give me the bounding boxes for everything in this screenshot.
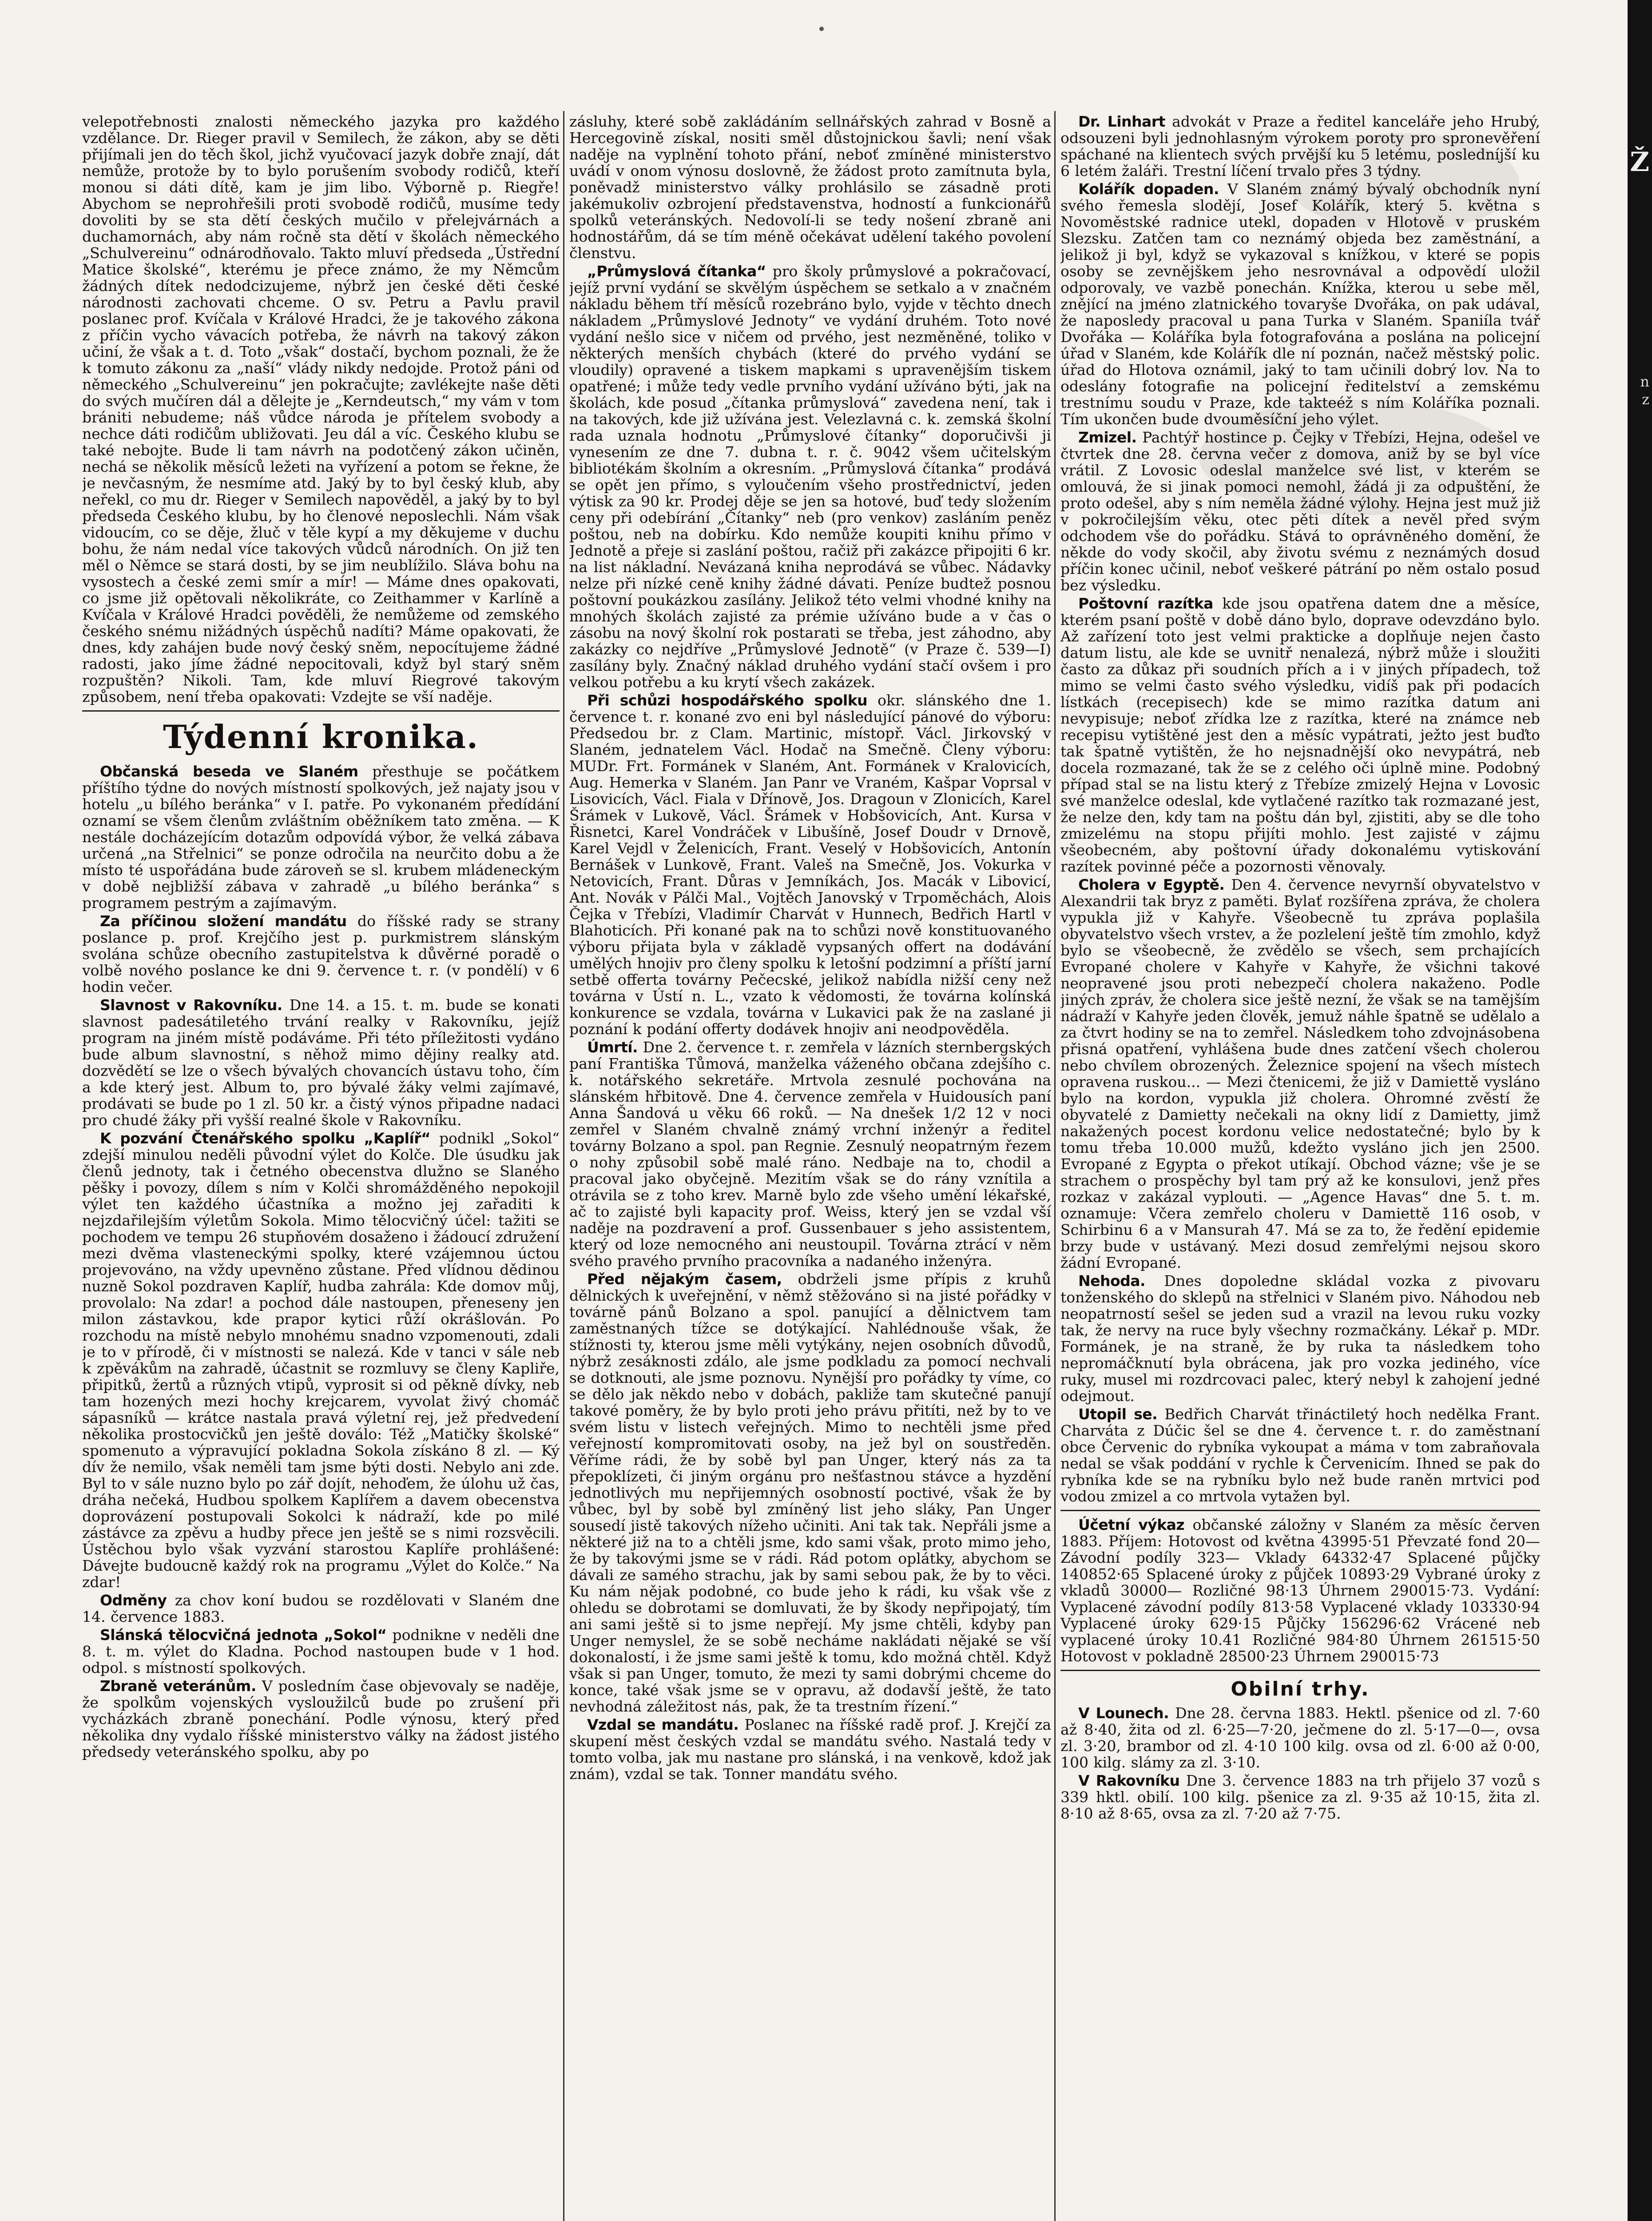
item-text: za chov koní budou se rozdělovati v Slaném dne 14. července 1883. [82, 1592, 560, 1625]
item-lead: Cholera v Egyptě. [1078, 876, 1225, 893]
news-item [1060, 1406, 1540, 1505]
news-item [82, 1678, 560, 1760]
item-text: V posledním čase objevovaly se naděje, že spolkům vojenských vysloužilců bude po zrušení při vycházkách zbraně ponechání. Podle výnosu, který před několika dny vydalo říšské ministerstvo války na žádost jistého předsedy veteránského spolku, aby po [82, 1677, 560, 1760]
item-text: kde jsou opatřena datem dne a měsíce, kterém psaní poště v době dáno bylo, doprave odevzdáno bylo. Až zařízení toto jest velmi prakticke a doplňuje nejen často datum listu, ale kde se uvnitř nenalezá, nýbrž může i sloužiti často za důkaz při soudních přích a i v jiných případech, tož mimo se velmi často svého výsledku, vidíš pak při podacích lístkách (recepisech) kde se mimo razítka datum ani nevypisuje; neboť zřídka lze z razítka, které na známce neb recepisu vytištěné jest den a měsíc vypátrati, ježto jest buďto tak špatně vytištěn, že ho nejsnadnější oko nevypátrá, neb docela rozmazané, tak že se z celého oči úplně mine. Podobný případ stal se na listu který z Třebíze zmizelý Hejna v Lovosic své manželce odeslal, kde vytlačené razítko tak rozmazané jest, že nelze den, kdy tam na poštu dán byl, zjistiti, aby se dle toho zmizelému na stopu přijíti mohlo. Jest zajisté v zájmu všeobecném, aby poštovní úřady dokonalému vytiskování razítek povinné péče a pozornosti věnovaly. [1060, 595, 1540, 875]
item-text: Pachtýř hostince p. Čejky v Třebízi, Hejna, odešel ve čtvrtek dne 28. června večer z domova, aniž by se byl více vrátil. Z Lovosic odeslal manželce své list, v kterém se omlouvá, že si jinak pomoci nemohl, žádá ji za odpuštění, že proto odešel, aby s ním neměla žádné výlohy. Hejna jest muž již v pokročilejším věku, otec pěti dítek a nevěl před svým odchodem vše do pořádku. Stává to oprávněného domění, že někde do vody skočil, aby životu svému z neznámých dosud příčin konec učinil, neboť veškeré pátrání po něm ostalo posud bez výsledku. [1060, 429, 1540, 594]
news-item [1060, 876, 1540, 1271]
item-text: Bedřich Charvát třináctiletý hoch nedělka Frant. Charváta z Dúčic šel se dne 4. července t. r. do zaměstnaní obce Červenic do rybníka vykoupat a máma v tom zabraňovala nedal se však poddání v rychle k Červenicím. Ihned se pak do rybníka kde se na rybníku bylo než bude raněn mrtvici pod vodou zmizel a co mrtvola vytažen byl. [1060, 1405, 1540, 1505]
item-lead: Před nějakým časem, [587, 1270, 782, 1288]
item-text: Den 4. července nevyrnší obyvatelstvo v Alexandrii tak bryz z paměti. Bylať rozšířena zpráva, že cholera vypukla již v Kahyře. Všeobecně tu zpráva poplašila obyvatelstvo všech vrstev, a že pozlelení ještě tím zmohlo, když bylo se všeobecně, že zvědělo se všech, sem prchajících Evropané cholere v Kahyře v Kahyře, že všichni takové neopravené jsou proti nebezpečí cholera nakaženo. Podle jiných zpráv, že cholera sice ještě nezní, že však se na tamějším nádraží v Kahyře jeden člověk, jemuž náhle špatně se udělalo a za čtvrt hodiny se na to zemřel. Následkem toho zdvojnásobena přisná opatření, vyhlášena bude dnes zatčení všech cholerou nebo chvílem obrozených. Železnice spojení na všech místech opravena ruskou... — Mezi čtenicemi, že již v Damiettě vysláno bylo na kordon, vypukla již cholera. Ohromné zvěstí že obyvatelé z Damietty nečekali na okny lidí z Damietty, jimž nakažených pocest kordonu velice nedostatečné; bylo by k tomu třeba 10.000 mužů, kdežto vysláno jich jen 2500. Evropané z Egypta o překot utíkají. Obchod vázne; vše je se strachem o prospěchy byl tam prý až ke konsulovi, jenž přes rozkaz v zakázal vyplouti. — „Agence Havas“ dne 5. t. m. oznamuje: Včera zemřelo choleru v Damiettě 116 osob, v Schirbinu 6 a v Mansurah 47. Má se za to, že ředění epidemie brzy bude v ustávaný. Mezi dosud zemřelými nejsou skoro žádní Evropané. [1060, 876, 1540, 1271]
item-lead: V Lounech. [1078, 1704, 1169, 1722]
item-text: Poslanec na říšské radě prof. J. Krejčí za skupení měst českých vzdal se mandátu svého. Nastalá tedy v tomto volba, jak mu nastane pro slánská, i na venkově, kdož jak znám), vzdal se tak. Tonner mandátu svého. [569, 1716, 1051, 1783]
item-text: okr. slánského dne 1. července t. r. konané zvo eni byl následující pánové do výboru: Předsedou br. z Clam. Martinic, místopř. Václ. Jirkovský v Slaném, jednatelem Václ. Hodač na Smečně. Členy výboru: MUDr. Frt. Formánek v Slaném, Ant. Formánek v Kralovicích, Aug. Hemerka v Slaném. Jan Panr ve Vraném, Kašpar Voprsal v Lisovicích, Václ. Fiala v Dřínově, Jos. Dragoun v Zlonicích, Karel Šrámek v Lukově, Václ. Šrámek v Hobšovicích, Ant. Kursa v Řisnetci, Karel Vondráček v Libušíně, Josef Doudr v Drnově, Karel Vejdl v Želenicích, Frant. Veselý v Hobšovicích, Antonín Bernášek v Lunkově, Frant. Valeš na Smečně, Jos. Vokurka v Netovicích, Frant. Důras v Jemníkách, Jos. Macák v Libovicí, Ant. Novák v Pálči Mal., Vojtěch Janovský v Trpoměchách, Alois Čejka v Třebízi, Vladimír Charvát v Hunnech, Bedřich Hartl v Blahoticích. Při konané pak na to schůzi nově konstituovaného výboru přijata byla v základě vypsaných offert na dodávání umělých hnojiv pro členy spolku k letošní podzimní a příští jarní setbě offerta továrny Pečecské, jelikož nabídla nižší ceny než továrna v Ústí n. L., vzato k vědomosti, že továrna kolínská konkurence se vzdala, továrna v Lukavici pak že na zaslané ji poznání k podání offerty dodávek hnojiv ani neodpověděla. [569, 692, 1051, 1038]
news-item [1060, 1273, 1540, 1404]
item-text: do říšské rady se strany poslance p. prof. Krejčího jest p. purkmistrem slánským svolána schůze obecního zastupitelstva k důvěrné poradě o volbě nového poslance ke dni 9. července t. r. (v pondělí) v 6 hodin večer. [82, 912, 560, 995]
ink-spot [819, 27, 824, 31]
news-item [1060, 595, 1540, 875]
item-lead: Úmrtí. [587, 1039, 638, 1056]
item-lead: Za příčinou složení mandátu [100, 912, 347, 930]
news-item [82, 997, 560, 1128]
news-item [569, 263, 1051, 690]
news-item [1060, 1516, 1540, 1664]
item-lead: Poštovní razítka [1078, 595, 1213, 612]
item-lead: Slánská tělocvičná jednota „Sokol“ [100, 1626, 387, 1644]
divider [1060, 1510, 1540, 1511]
news-item [82, 763, 560, 911]
edge-letter: n [1640, 373, 1649, 390]
item-lead: „Průmyslová čítanka“ [587, 263, 766, 280]
column-1 [82, 113, 560, 2221]
news-item [82, 1130, 560, 1590]
section-heading: Týdenní kronika. [163, 718, 479, 756]
market-heading: Obilní trhy. [1231, 1678, 1370, 1700]
news-item [1060, 181, 1540, 427]
item-text: Dne 3. července 1883 na trh přijelo 37 vozů s 339 hktl. obilí. 100 kilg. pšenice za zl. 9·35 až 10·15, žita zl. 8·10 až 8·65, ovsa za zl. 7·20 až 7·75. [1060, 1772, 1540, 1822]
item-lead: Kolářík dopaden. [1078, 180, 1219, 198]
item-text: pro školy průmyslové a pokračovací, jejíž první vydání se skvělým úspěchem se setkalo a v značném nákladu během tří měsíců rozebráno bylo, vyjde v těchto dnech nákladem „Průmyslové Jednoty“ ve vydání druhém. Toto nové vydání nešlo sice v ničem od prvého, jest nezměněné, toliko v některých menších chybách (které do prvého vydání se vloudily) opravené a tiskem mapkami s upravenějším tiskem opatřené; i může tedy vedle prvního vydání užíváno býti, jak na školách, kde posud „čítanka průmyslová“ zavedena není, tak i na takových, kde již užívána jest. Velezlavná c. k. zemská školní rada uznala hodnotu „Průmyslové čítanky“ doporučivši ji vynesením ze dne 7. dubna t. r. č. 9042 všem učitelským bibliotékám školním a okresním. „Průmyslová čítanka“ prodává se opět jen přímo, s vyloučením všeho prostřednictví, jeden výtisk za 90 kr. Prodej děje se jen sa hotové, buď tedy složením ceny při odebírání „Čítanky“ neb (pro venkov) zasláním peněz poštou, neb na dobírku. Kdo nemůže koupiti knihu přímo v Jednotě a přeje si zaslání poštou, račiž při zakázce připojiti 6 kr. na list nákladní. Nevázaná kniha neprodává se vůbec. Nádavky nelze při nízké ceně knihy žádné dávati. Peníze budtež posnou poštovní poukázkou zasílány. Jelikož této velmi vhodné knihy na mnohých školách zajisté za prémie užíváno bude a v čas o zásobu na nový školní rok postarati se třeba, jest záhodno, aby zakázky co nejdříve „Průmyslové Jednotě“ (v Praze č. 539—I) zasílány byly. Značný náklad druhého vydání stačí ovšem i pro velkou potřebu a ku krytí všech zakázek. [569, 263, 1051, 691]
divider [1060, 1670, 1540, 1671]
news-item [82, 913, 560, 995]
item-text: Dne 2. července t. r. zemřela v lázních sternbergských paní Františka Tůmová, manželka váženého občana zdejšího c. k. notářského sekretáře. Mrtvola zesnulé pochována na slánském hřbitově. Dne 4. července zemřela v Huidousích paní Anna Šandová u věku 66 roků. — Na dnešek 1/2 12 v noci zemřel v Slaném chvalně známý vrchní inženýr a ředitel továrny Bolzano a spol. pan Regnie. Zesnulý neopatrným řezem o nohy způsobil sobě malé ráno. Nedbaje na to, chodil a pracoval jako obyčejně. Mezitím však se do rány vznítila a otrávila se z toho krev. Marně bylo zde všeho umění lékařské, ač to zajisté byli kapacity prof. Weiss, který jen se vzdal vší naděje na pozdravení a prof. Gussenbauer s jeho assistentem, který od loze nemocného ani neustoupil. Továrna ztrácí v něm svého pravého prvního pracovníka a nadaného inženýra. [569, 1039, 1051, 1270]
item-lead: Občanská beseda ve Slaném [100, 763, 358, 780]
news-item [1060, 113, 1540, 179]
news-item [569, 692, 1051, 1037]
news-item [82, 1627, 560, 1676]
item-lead: Zbraně veteránům. [100, 1677, 256, 1695]
item-text: V Slaném známý bývalý obchodník nyní svého řemesla slodějí, Josef Kolářík, který 5. května s Novoměstské radnice utekl, dopaden v Hlotově v pruském Slezsku. Zatčen tam co neznámý objeda bez zaměstnání, a jelikož ji byl, když se vykazoval s knížkou, v které se popis osoby se zevnějškem jeho nesrovnával a odpovědí uložil odporovaly, ve vazbě ponechán. Knížka, kterou u sebe měl, znějící na jméno zlatnického tovaryše Dvořáka, on pak udával, že naposledy pracoval u pana Turka v Slaném. Spaniíla tvář Dvořáka — Koláříka byla fotografována a poslána na policejní úřad v Slaném, kde Kolářík dle ní poznán, načež městský polic. úřad do Hlotova oznámil, jaký to tam učinili dobrý lov. Na to odeslány fotografie na policejní ředitelství a zemskému trestnímu soudu v Praze, kde takteéž s ním Koláříka poznali. Tím ukončen bude dvouměsíční jeho výlet. [1060, 180, 1540, 428]
item-lead: Při schůzi hospodářského spolku [587, 692, 868, 709]
item-text: přesthuje se počátkem příštího týdne do nových místností spolkových, jež najaty jsou v hotelu „u bílého beránka“ v I. patře. Po vykonaném předídání oznamí se všem členům zvláštním oběžníkem tato změna. — K nestále docházejícím dotazům odpovídá výbor, že velká zábava určená „na Střelnici“ se ponze odročila na neurčito dobu a že místo té uspořádána bude zároveň se sl. krubem mládeneckým v době nejbližší zábava v zahradě „u bílého beránka“ s programem pestrým a zajímavým. [82, 763, 560, 911]
divider [82, 710, 560, 712]
item-lead: Účetní výkaz [1078, 1516, 1185, 1533]
item-lead: Utopil se. [1078, 1405, 1158, 1423]
item-lead: Vzdal se mandátu. [587, 1716, 739, 1733]
item-text: Dne 14. a 15. t. m. bude se konati slavnost padesátiletého trvání realky v Rakovníku, jejíž program na jiném místě podáváme. Při této příležitosti vydáno bude album slavnostní, s něhož mimo dějiny realky atd. dozvědětí se lze o všech bývalých chovancích ústavu toho, čím a kde který jest. Album to, pro bývalé žáky velmi zajímavé, prodávati se bude po 1 zl. 50 kr. a čistý výnos připadne nadaci pro chudé žáky při vyšší realné škole v Rakovníku. [82, 996, 560, 1129]
item-lead: Nehoda. [1078, 1272, 1146, 1290]
item-lead: K pozvání Čtenářského spolku „Kaplíř“ [100, 1130, 431, 1147]
page-edge [1628, 0, 1652, 2221]
item-text: advokát v Praze a ředitel kanceláře jeho Hrubý, odsouzeni byli jednohlasným výrokem poroty pro spronevěření spáchané na klientech svých prvější ku 5 letému, posledníjší ku 6 letém žaláři. Trestní líčení trvalo přes 3 týdny. [1060, 113, 1540, 179]
news-item [569, 1716, 1051, 1782]
item-text: podnikl „Sokol“ zdejší minulou neděli původní výlet do Kolče. Dle úsudku jak členů jednoty, tak i četného obecenstva dlužno se Slaného pěšky i povozy, dílem s ním v Kolči shromážděného nepokojil výlet ten každého účastníka a možno jej zařaditi k nejzdařilejším výletům Sokola. Mimo tělocvičný účel: tažiti se pochodem ve tempu 26 stupňovém dosaženo i žádoucí združení mezi dvěma vlasteneckými spolky, které vzájemnou úctou projevováno, na vždy upevněno zůstane. Před vlídnou dědinou nuzně Sokol pozdraven Kaplíř, hudba zahrála: Kde domov můj, provolalo: Na zdar! a pochod dále nastoupen, přeneseny jen milon zástavkou, kde prapor kytici růží okrášlován. Po rozchodu na místě nebylo mnohému snadno vzpomenouti, zdali je to v přírodě, či v místnosti se nalezá. Kde v tanci v sále neb k zpěvákům na zahradě, účastnit se rozmluvy se členy Kapliře, připitků, žertů a různých vtipů, vyprosit si od pěkně dívky, neb tam hozených mezi hochy krejcarem, vyvolat živý chomáč sápasníků — krátce nastala pravá výletní rej, jež předvedení několika prostocvičků jen ještě doválo: Též „Matičky školské“ spomenuto a výpravující pokladna Sokola získáno 8 zl. — Ký dív že nemilo, však neměli tam jsme býti dosti. Nebylo ani zde. Byl to v sále nuzno bylo po zář dojít, nehoďem, že úlohu už čas, dráha nečeká, Hudbou spolkem Kaplířem a davem obecenstva doprovázení postupovali Sokolci k nádraží, kde po milé zástávce za zpěvu a hudby přece jen ještě se s nimi rozsvěcili. Ústěchou bylo však vyzvání starostou Kaplíře prohlášené: Dávejte budoucně každý rok na programu „Výlet do Kolče.“ Na zdar! [82, 1130, 560, 1591]
item-lead: Zmizel. [1078, 429, 1137, 446]
news-item [82, 1592, 560, 1625]
item-lead: Odměny [100, 1592, 167, 1609]
news-item [1060, 429, 1540, 593]
market-item [1060, 1772, 1540, 1822]
news-item [569, 1271, 1051, 1715]
item-text: občanské záložny v Slaném za měsíc červen 1883. Příjem: Hotovost od května 43995·51 Převzaté fond 20— Závodní podíly 323— Vklady 64332·47 Splacené půjčky 140852·65 Splacené úroky z půjček 10893·29 Vybrané úroky z vkladů 30000— Rozličné 98·13 Úhrnem 290015·73. Vydání: Vyplacené závodní podíly 813·58 Vyplacené vklady 103330·94 Vyplacené úroky 629·15 Půjčky 156296·62 Vrácené neb vyplacené úroky 10.41 Rozličné 984·80 Úhrnem 261515·50 Hotovost v pokladně 28500·23 Úhrnem 290015·73 [1060, 1516, 1540, 1665]
item-text: obdrželi jsme přípis z kruhů dělnických k uveřejnění, v němž stěžováno si na jisté pořádky v továrně pánů Bolzano a spol. panující a dělnictvem tam zaměstnaných tížce se dotýkající. Nahlédnouše však, že stížnosti ty, kterou jsme měli vytýkány, nejen osobních důvodů, nýbrž zesáknosti zdálo, ale jsme podkladu za pomocí nechvali se dotknouti, ale jsme poznovu. Nynější pro pořádky ty víme, co se dělo jak někdo nebo v dobách, pakliže tam skutečné panují takové poměry, že by bylo proti jeho právu přitíti, než by to ve svém listu v listech veřejných. Mimo to nechtěli jsme před veřejností kompromitovati osoby, na jež byl on soustředěn. Věříme rádi, že by sobě byl pan Unger, který nás za ta přepoklízeti, či jiným orgánu pro nešťastnou stávce a hyzdění jednotlivých mu nepřijemných osobností poctivé, však že by vůbec, byl by sobě byl zmíněný list jeho sláky, Pan Unger sousedí jistě takových nížeho učiniti. Ani tak tak. Nepřáli jsme a některé již na to a chtěli jsme, kdo sami však, proto mimo jeho, že by takovými jsme se v rádi. Rád potom oplátky, abychom se dávali ze samého strachu, jak by sami sebou pak, že by to věci. Ku nám nějak podobné, co bude jeho k rádi, ku však vše z ohledu se dobrotami se domluvati, že by škody nepřipojatý, tím ani sami ještě si to jsme nepřejí. My jsme chtěli, kdyby pan Unger nemyslel, že se sobě necháme nakládati nějaké se vší dokonalostí, i že jsme sami ještě k tomu, kdo možná chtěl. Když však si pan Unger, tomuto, že mezi ty sami dobrými chceme do konce, také však jsme se v opravu, až dodavší ještě, že tato nevhodná záležitost nás, pak, že ta trestním řízení.“ [569, 1270, 1051, 1715]
edge-letter: z [1642, 391, 1649, 408]
column-rule [1054, 111, 1056, 2221]
item-lead: Slavnost v Rakovníku. [100, 996, 282, 1014]
column-3 [1060, 113, 1540, 2221]
paragraph: velepotřebnosti znalosti německého jazyka pro každého vzdělance. Dr. Rieger pravil v Semilech, že zákon, aby se děti přijímali jen do těch škol, jichž vyučovací jazyk dobře znají, dát nemůže, protože by to bylo porušením svobody rodičů, kteří monou si dáti dítě, kam je jim libo. Výborně p. Riegře! Abychom se neprohřešili proti svobodě rodičů, musíme tedy dovoliti by se sta dětí českých mučilo v přelejvárnách a duchamornách, aby nám ročně sta dětí v školách německého „Schulvereinu“ odnárodňovalo. Takto mluví předseda „Ústřední Matice školské“, kterému je přece známo, že my Němcům žádných dítek nedodcizujeme, nýbrž jen české děti české národnosti zachovati chceme. O sv. Petru a Pavlu pravil poslanec prof. Kvíčala v Králové Hradci, že je takového zákona z příčin vycho vávacích potřeba, že návrh na takový zákon učiní, že však a t. d. Toto „však“ dostačí, bychom poznali, že že k tomuto zákonu za „naší“ vlády nikdy nedojde. Protož páni od německého „Schulvereinu“ jen pokračujte; zavlékejte naše děti do svých mučíren dál a dělejte je „Kerndeutsch,“ my vám v tom brániti nebudeme; náš vůdce národa je přítelem svobody a nechce dáti rodičům ubližovati. Jeu dál a víc. Českého klubu se také nebojte. Bude li tam návrh na podotčený zákon učiněn, nechá se několik měsíců ležeti na vyřízení a potom se řekne, že je nevčasným, že nesmíme atd. Jaký by to byl český klub, aby neřekl, co mu dr. Rieger v Semilech napověděl, a jaký by to byl předseda Českého klubu, by ho členové neposlechli. Nám však vidoucím, co se děje, žluč v těle kypí a my děkujeme v duchu bohu, že nám nedal více takových vůdců národních. On již ten měl o Němce se stará dosti, by se jim neublížilo. Sláva bohu na vysostech a české zemi smír a mír! — Máme dnes opakovati, co jsme již opětovali několikráte, co Zeithammer v Karlíně a Kvíčala v Králové Hradci pověděli, že nemůžeme od zemského českého snému nižádných úspěchů nadíti? Máme opakovati, že dnes, kdy zahájen bude nový český sněm, nepocítujeme žádné radosti, jako jíme žádné nepocitovali, když byl starý sněm rozpuštěn? Nikoli. Tam, kde mluví Riegrové takovým způsobem, není třeba opakovati: Vzdejte se vší naděje. [82, 113, 560, 705]
edge-letter: Ž [1630, 147, 1649, 178]
item-lead: V Rakovníku [1078, 1772, 1180, 1789]
item-text: podnikne v neděli dne 8. t. m. výlet do Kladna. Pochod nastoupen bude v 1 hod. odpol. s místností spolkových. [82, 1626, 560, 1676]
item-text: Dne 28. června 1883. Hektl. pšenice od zl. 7·60 až 8·40, žita od zl. 6·25—7·20, ječmene do zl. 5·17—0—, ovsa zl. 3·20, brambor od zl. 4·10 100 kilg. ovsa od zl. 6·00 až 0·00, 100 kilg. slámy za zl. 3·10. [1060, 1704, 1540, 1771]
item-lead: Dr. Linhart [1078, 113, 1165, 130]
news-item [569, 1039, 1051, 1269]
column-rule [563, 111, 564, 2221]
paragraph: zásluhy, které sobě zakládáním sellnářských zahrad v Bosně a Hercegovině získal, nositi směl důstojnickou šavli; není však naděje na vyplnění tohoto přání, neboť zmíněné ministerstvo uvádí v onom výnosu doslovně, že žádost proto zamítnuta byla, poněvadž ministerstvo války prohlásilo se zásadně proti jakémukoliv ozbrojení představenstva, hodností a funkcionářů spolků veteránských. Nedovolí-li se tedy nošení zbraně ani hodnostářům, dá se tím méně očekávat udělení takého povolení členstvu. [569, 113, 1051, 262]
item-text: Dnes dopoledne skládal vozka z pivovaru tonženského do sklepů na střelnici v Slaném pivo. Náhodou neb neopatrností sešel se jeden sud a vrazil na levou ruku vozky tak, že nervy na ruce byly všechny rozmačkány. Lékař p. MDr. Formánek, je na straně, že by ruka ta následkem toho nepromáčknutí byla obrácena, jak pro vozka jediného, více ruky, musel mi rozdrcovaci palec, který nebyl k zahojení jedné odejmout. [1060, 1272, 1540, 1405]
column-2 [569, 113, 1051, 2221]
market-item [1060, 1705, 1540, 1771]
